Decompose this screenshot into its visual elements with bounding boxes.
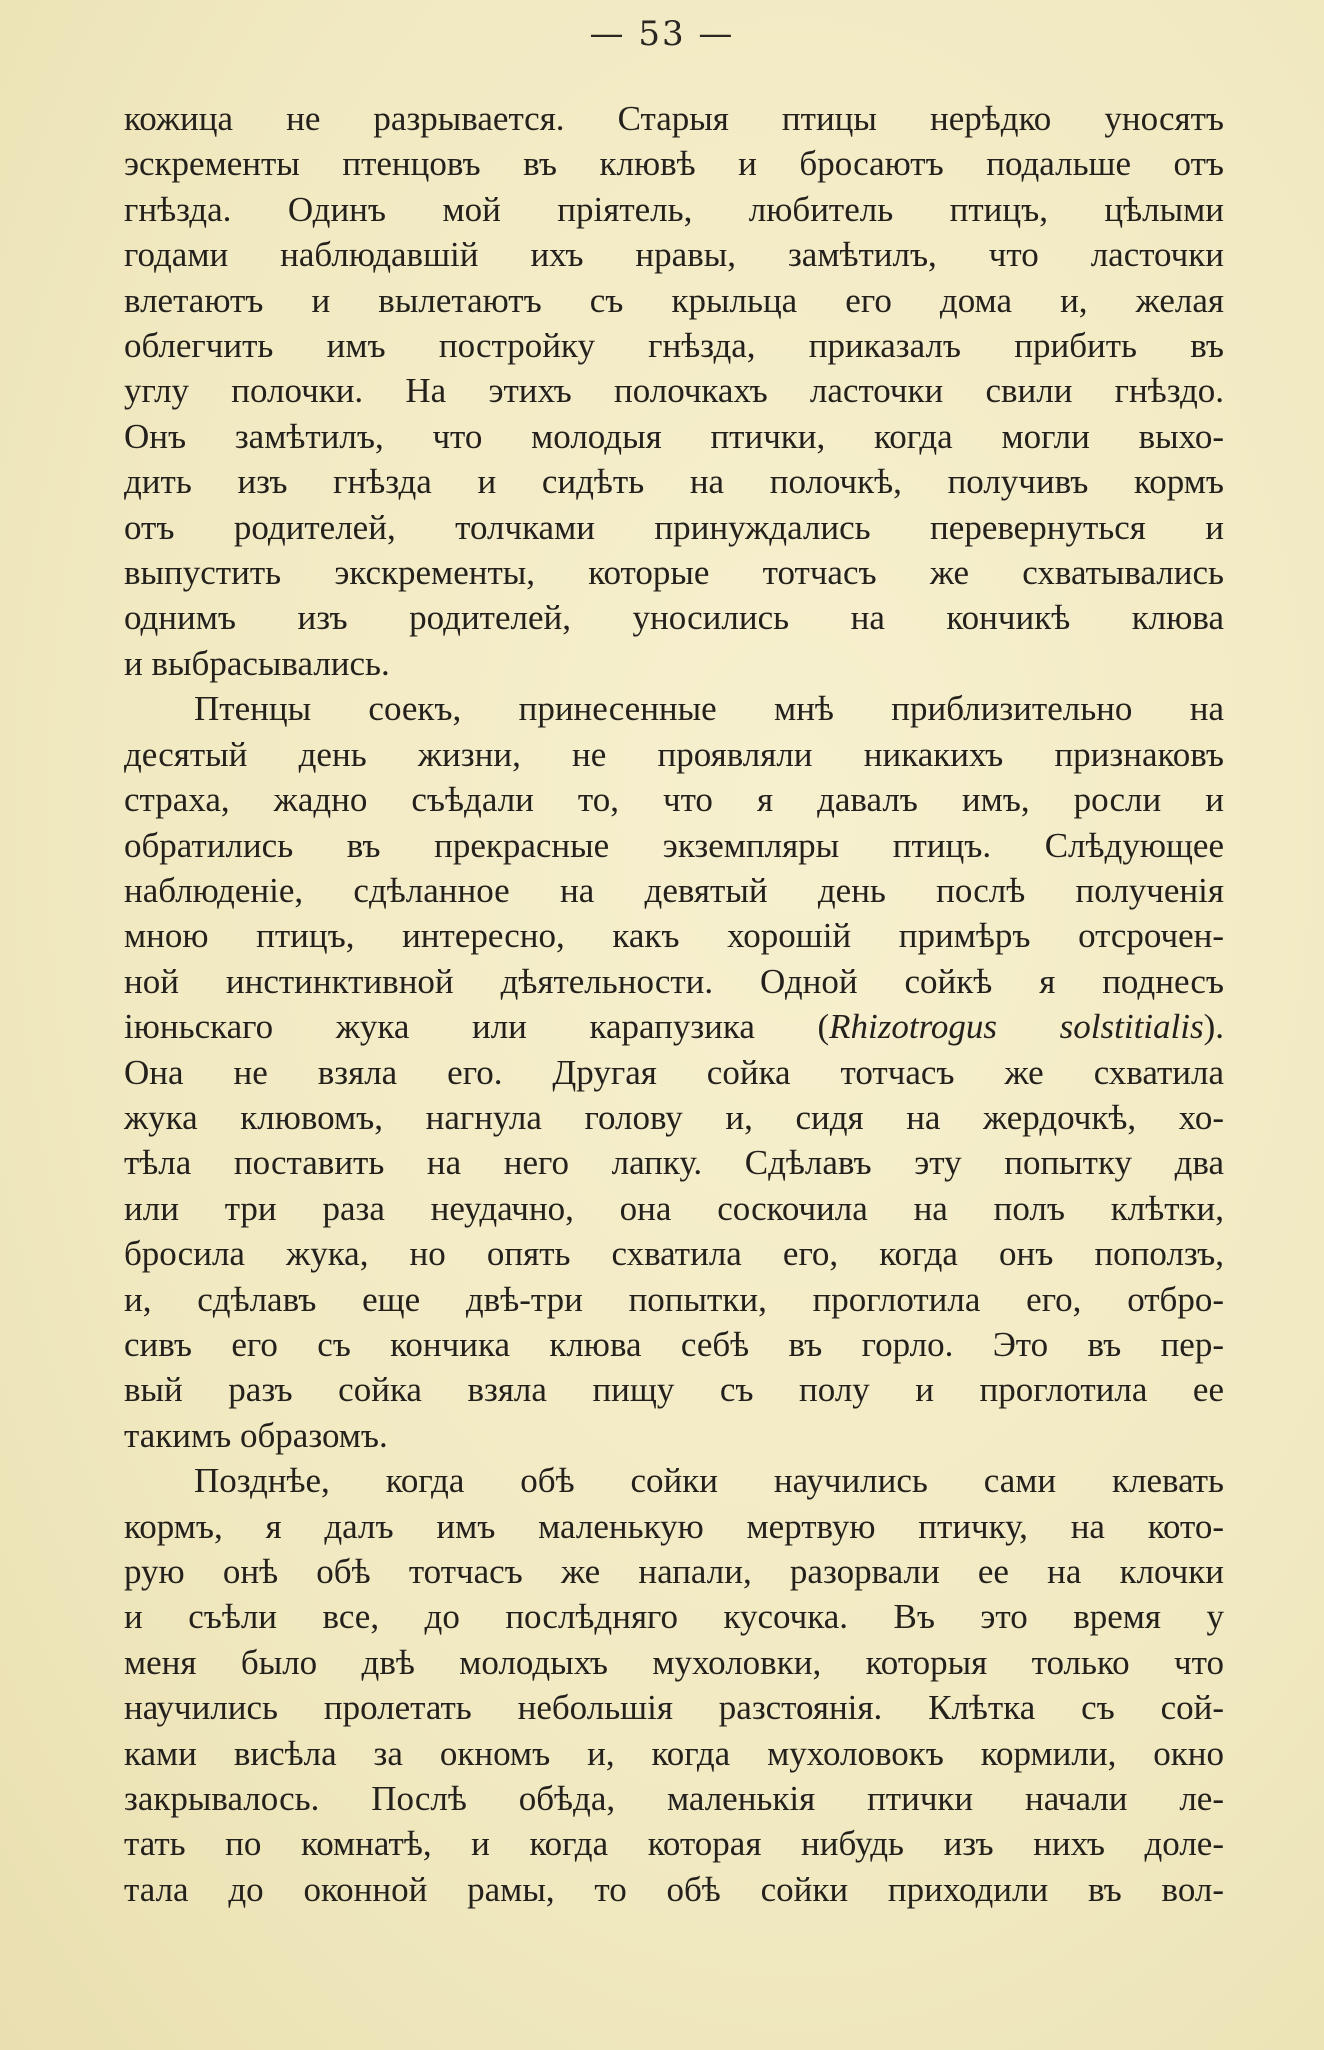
text-line: тала до оконной рамы, то обѣ сойки приходили въ вол- — [124, 1869, 1224, 1909]
text-line: эскременты птенцовъ въ клювѣ и бросаютъ подальше отъ — [124, 144, 1224, 184]
text-line: такимъ образомъ. — [124, 1415, 388, 1455]
text-line: или три раза неудачно, она соскочила на полъ клѣтки, — [124, 1188, 1224, 1228]
text-line: и съѣли все, до послѣдняго кусочка. Въ это время у — [124, 1597, 1224, 1637]
text-line: тѣла поставить на него лапку. Сдѣлавъ эту попытку два — [124, 1143, 1224, 1183]
text-line: Она не взяла его. Другая сойка тотчасъ же схватила — [124, 1052, 1224, 1092]
text-line: кормъ, я далъ имъ маленькую мертвую птичку, на кото- — [124, 1506, 1224, 1546]
text-line: влетаютъ и вылетаютъ съ крыльца его дома и, желая — [124, 280, 1224, 320]
text-line: выпустить экскременты, которые тотчасъ же схватывались — [124, 553, 1224, 593]
text-line: отъ родителей, толчками принуждались перевернуться и — [124, 507, 1224, 547]
text-line: ками висѣла за окномъ и, когда мухоловокъ кормили, окно — [124, 1733, 1224, 1773]
page-number: — 53 — — [589, 14, 735, 54]
paragraph-1 — [124, 96, 1224, 686]
text-line: годами наблюдавшій ихъ нравы, замѣтилъ, что ласточки — [124, 235, 1224, 275]
text-line: углу полочки. На этихъ полочкахъ ласточки свили гнѣздо. — [124, 371, 1224, 411]
text-line: іюньскаго жука или карапузика (Rhizotrogus solstitialis). — [124, 1007, 1224, 1047]
text-line: мною птицъ, интересно, какъ хорошій примѣръ отсрочен- — [124, 916, 1224, 956]
text-line: и, сдѣлавъ еще двѣ-три попытки, проглотила его, отбро- — [124, 1279, 1224, 1319]
text-line: дить изъ гнѣзда и сидѣть на полочкѣ, получивъ кормъ — [124, 462, 1224, 502]
paragraph-2 — [124, 686, 1224, 1458]
text-line: закрывалось. Послѣ обѣда, маленькія птички начали ле- — [124, 1779, 1224, 1819]
text-line: Онъ замѣтилъ, что молодыя птички, когда могли выхо- — [124, 416, 1224, 456]
text-line: десятый день жизни, не проявляли никакихъ признаковъ — [124, 734, 1224, 774]
text-line: научились пролетать небольшія разстоянія. Клѣтка съ сой- — [124, 1688, 1224, 1728]
text-line: ной инстинктивной дѣятельности. Одной сойкѣ я поднесъ — [124, 961, 1224, 1001]
text-line: однимъ изъ родителей, уносились на кончикѣ клюва — [124, 598, 1224, 638]
text-line: обратились въ прекрасные экземпляры птицъ. Слѣдующее — [124, 825, 1224, 865]
text-line: бросила жука, но опять схватила его, когда онъ поползъ, — [124, 1234, 1224, 1274]
text-line: облегчить имъ постройку гнѣзда, приказалъ прибить въ — [124, 326, 1224, 366]
text-line: гнѣзда. Одинъ мой пріятель, любитель птицъ, цѣлыми — [124, 189, 1224, 229]
text-line: тать по комнатѣ, и когда которая нибудь изъ нихъ доле- — [124, 1824, 1224, 1864]
text-line: сивъ его съ кончика клюва себѣ въ горло. Это въ пер- — [124, 1324, 1224, 1364]
text-line: меня было двѣ молодыхъ мухоловки, которыя только что — [124, 1642, 1224, 1682]
text-line: рую онѣ обѣ тотчасъ же напали, разорвали ее на клочки — [124, 1552, 1224, 1591]
text-line: страха, жадно съѣдали то, что я давалъ имъ, росли и — [124, 780, 1224, 820]
body-text — [124, 96, 1224, 1912]
text-line: Птенцы соекъ, принесенные мнѣ приблизительно на — [194, 689, 1224, 729]
text-line: и выбрасывались. — [124, 643, 390, 683]
text-line: вый разъ сойка взяла пищу съ полу и проглотила ее — [124, 1370, 1224, 1410]
paragraph-3 — [124, 1458, 1224, 1912]
species-name: Rhizotrogus solstitialis — [829, 1007, 1204, 1047]
text-line: жука клювомъ, нагнула голову и, сидя на жердочкѣ, хо- — [124, 1097, 1224, 1137]
text-line: Позднѣе, когда обѣ сойки научились сами клевать — [194, 1461, 1224, 1501]
text-line: кожица не разрывается. Старыя птицы нерѣдко уносятъ — [124, 99, 1224, 138]
text-line: наблюденіе, сдѣланное на девятый день послѣ полученія — [124, 870, 1224, 910]
